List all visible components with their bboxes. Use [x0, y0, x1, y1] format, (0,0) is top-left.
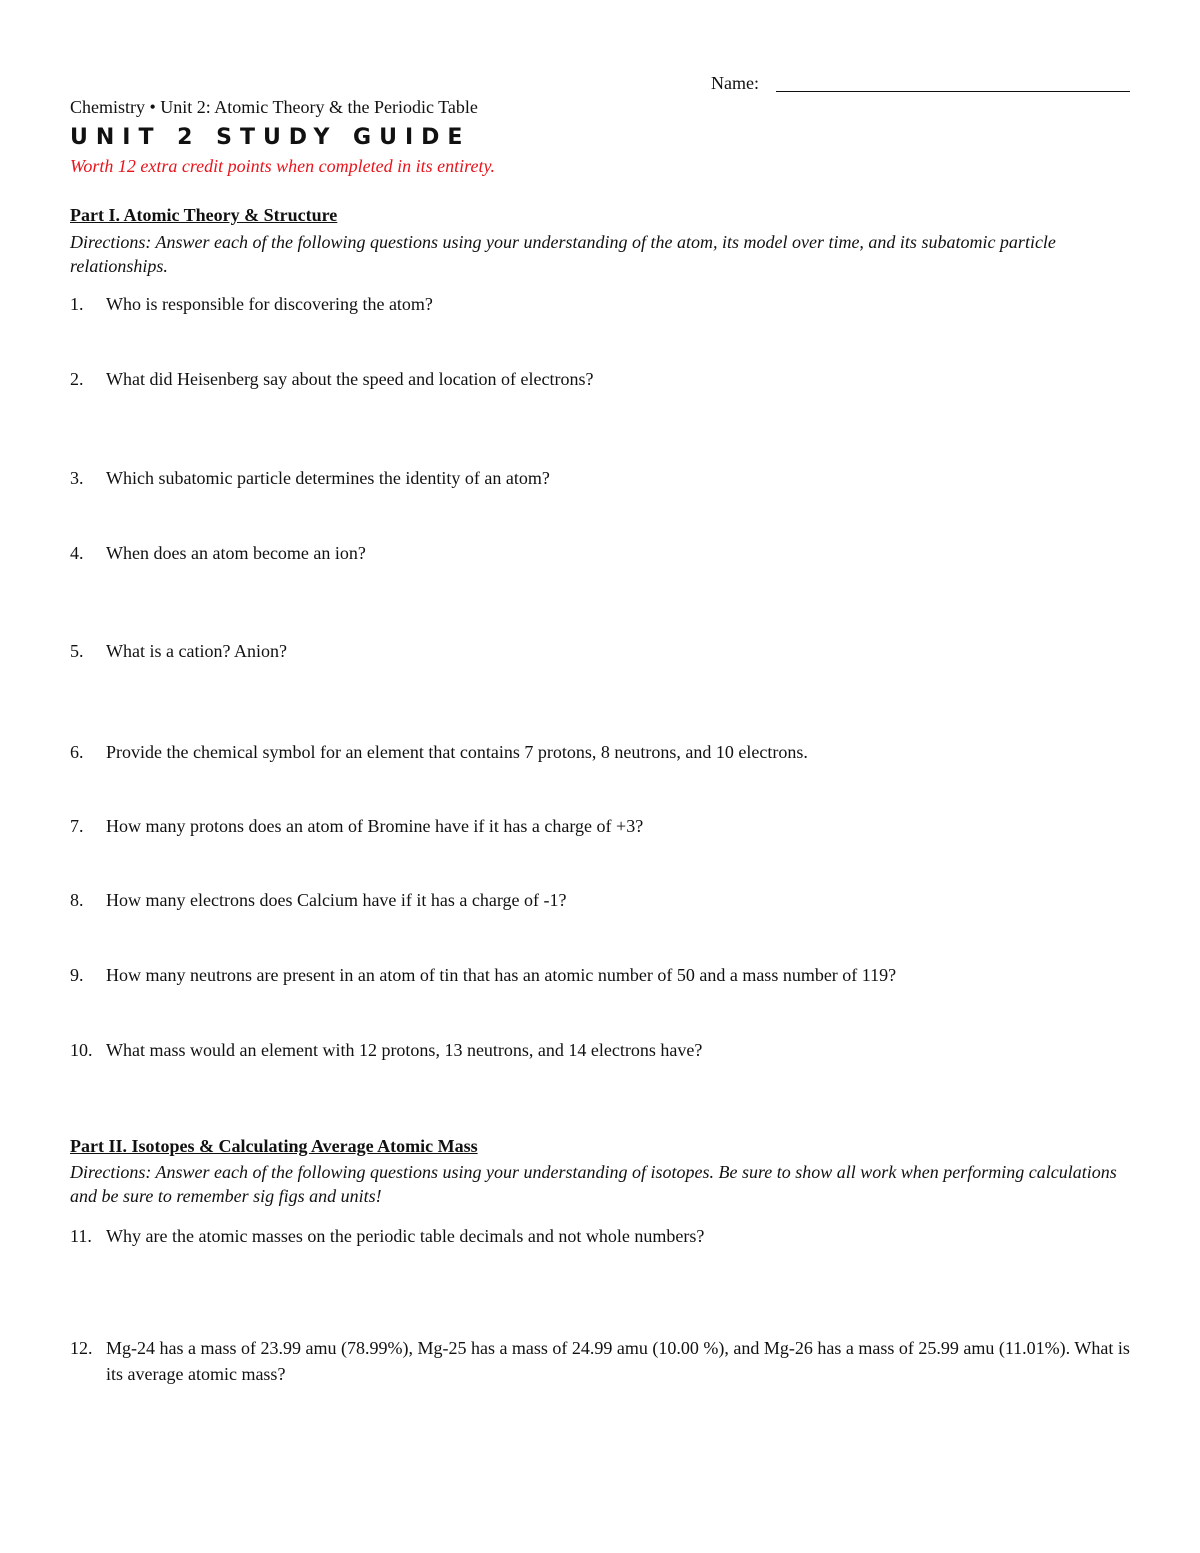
question-item: [70, 465, 1140, 491]
page-title: UNIT 2 STUDY GUIDE: [70, 125, 471, 150]
extra-credit-note: Worth 12 extra credit points when completed in its entirety.: [70, 156, 495, 176]
question-text: What is a cation? Anion?: [106, 641, 287, 661]
part2-directions: Directions: Answer each of the following questions using your understanding of isotopes. Be sure to show all work when performing calculations and be sure to remember sig figs and units!: [70, 1162, 1117, 1206]
part2-heading: Part II. Isotopes & Calculating Average Atomic Mass: [70, 1136, 478, 1156]
question-text: Who is responsible for discovering the atom?: [106, 294, 433, 314]
question-number: 11.: [70, 1226, 92, 1246]
question-text: What did Heisenberg say about the speed and location of electrons?: [106, 369, 594, 389]
question-number: 2.: [70, 369, 84, 389]
question-item: [70, 813, 1140, 839]
question-item: [70, 1335, 1140, 1387]
question-item: [70, 291, 1140, 317]
question-item: [70, 962, 1140, 988]
question-text: Mg-24 has a mass of 23.99 amu (78.99%), Mg-25 has a mass of 24.99 amu (10.00 %), and Mg-26 has a mass of 25.99 amu (11.01%). What is its average atomic mass?: [106, 1338, 1130, 1384]
question-item: [70, 887, 1140, 913]
question-text: How many neutrons are present in an atom of tin that has an atomic number of 50 and a mass number of 119?: [106, 965, 897, 985]
question-number: 9.: [70, 965, 84, 985]
question-item: [70, 1037, 1140, 1063]
question-number: 6.: [70, 742, 84, 762]
course-line: Chemistry • Unit 2: Atomic Theory & the Periodic Table: [70, 97, 478, 117]
question-number: 1.: [70, 294, 84, 314]
question-text: How many protons does an atom of Bromine have if it has a charge of +3?: [106, 816, 644, 836]
question-text: What mass would an element with 12 protons, 13 neutrons, and 14 electrons have?: [106, 1040, 703, 1060]
question-text: How many electrons does Calcium have if it has a charge of -1?: [106, 890, 567, 910]
question-text: Provide the chemical symbol for an element that contains 7 protons, 8 neutrons, and 10 electrons.: [106, 742, 808, 762]
question-number: 3.: [70, 468, 84, 488]
question-number: 7.: [70, 816, 84, 836]
question-item: [70, 638, 1140, 664]
question-text: Which subatomic particle determines the identity of an atom?: [106, 468, 550, 488]
name-label: Name:: [711, 73, 759, 93]
part1-heading: Part I. Atomic Theory & Structure: [70, 205, 338, 225]
question-number: 12.: [70, 1338, 93, 1358]
question-number: 10.: [70, 1040, 93, 1060]
question-text: Why are the atomic masses on the periodic table decimals and not whole numbers?: [106, 1226, 705, 1246]
question-text: When does an atom become an ion?: [106, 543, 366, 563]
question-item: [70, 540, 1140, 566]
question-number: 8.: [70, 890, 84, 910]
question-item: [70, 1223, 1140, 1249]
question-number: 5.: [70, 641, 84, 661]
name-field[interactable]: [776, 91, 1130, 92]
question-item: [70, 366, 1140, 392]
question-number: 4.: [70, 543, 84, 563]
part1-directions: Directions: Answer each of the following questions using your understanding of the atom, its model over time, and its subatomic particle relationships.: [70, 232, 1056, 276]
question-item: [70, 739, 1140, 765]
